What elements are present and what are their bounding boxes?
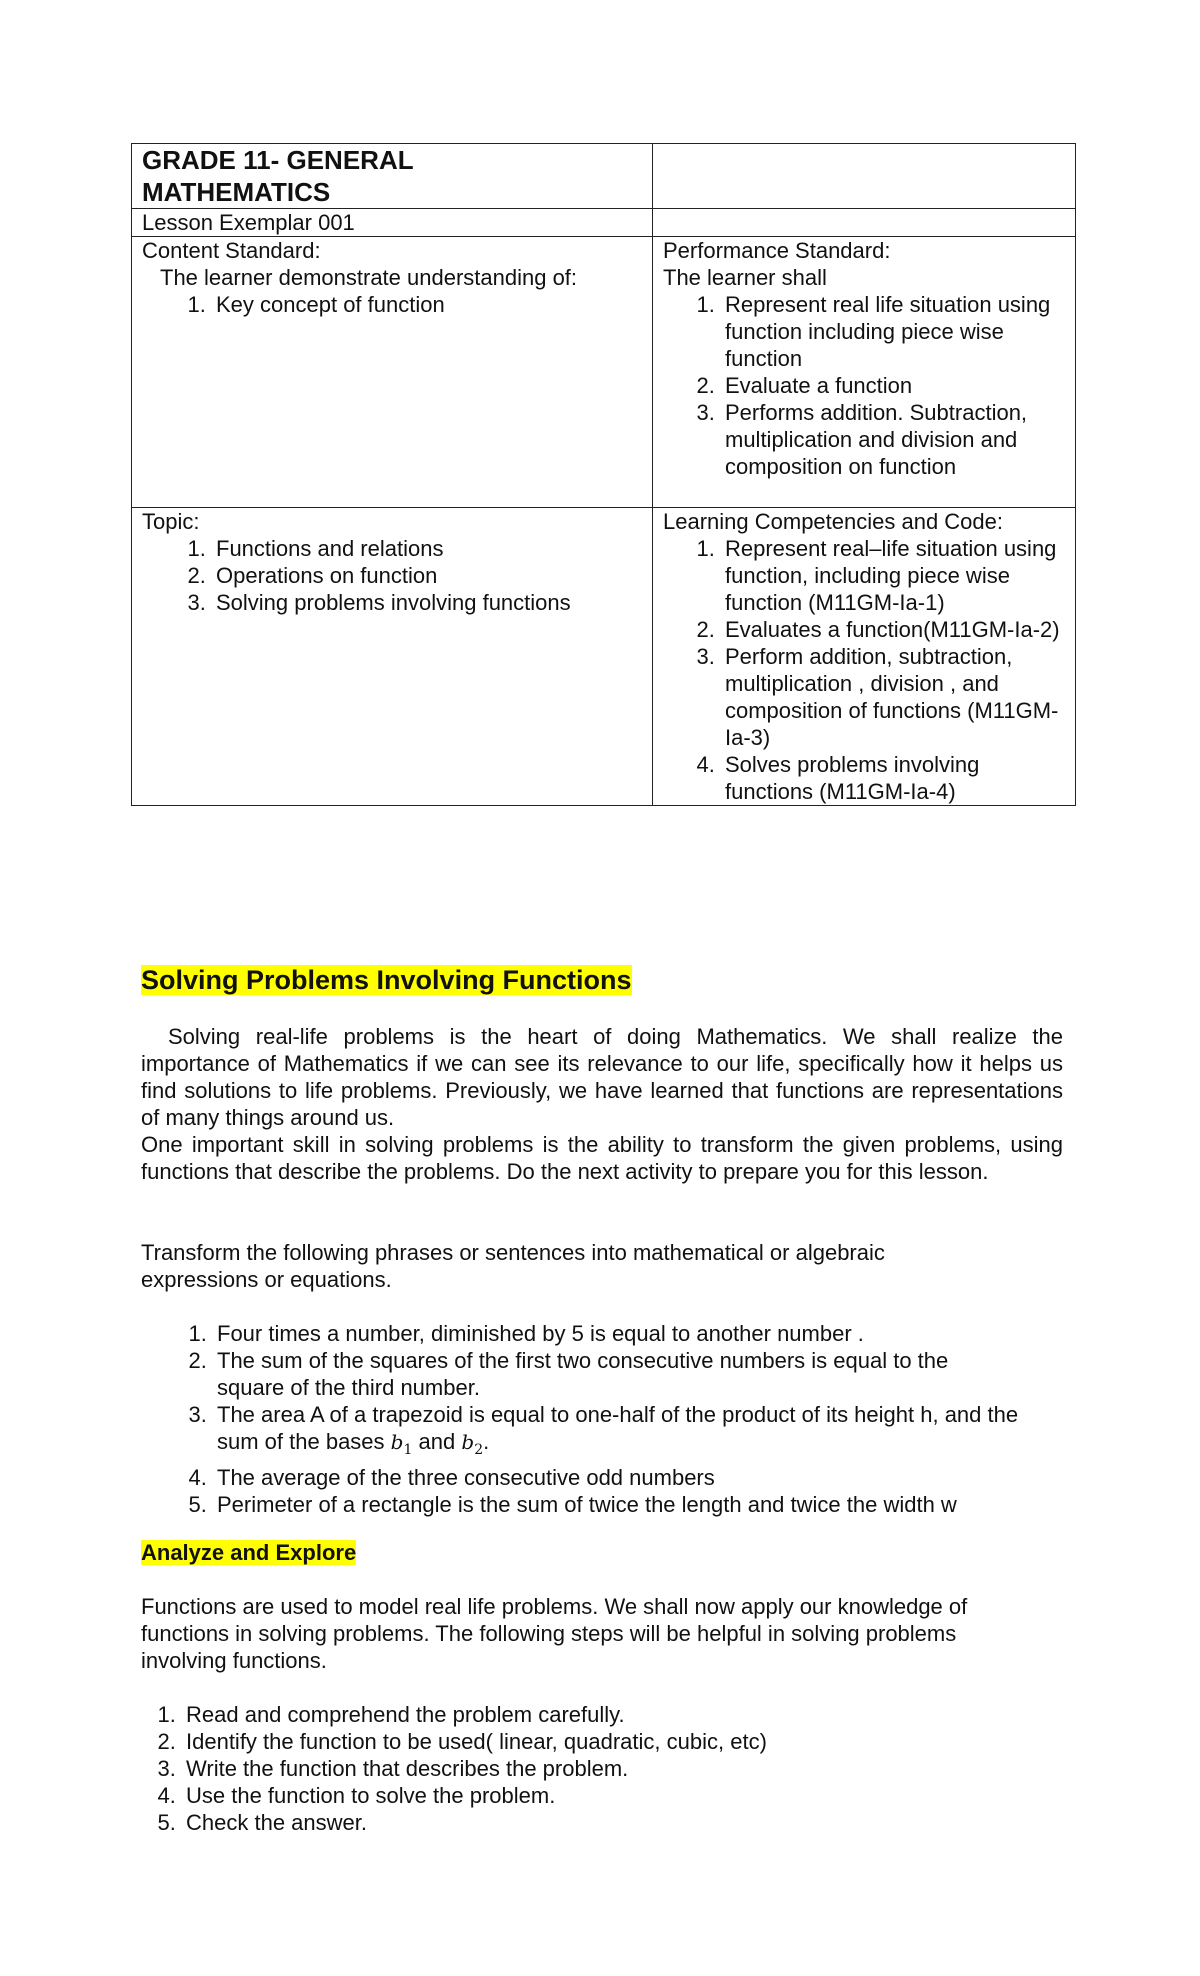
table-row-topic bbox=[132, 508, 1076, 806]
content-standard-intro: The learner demonstrate understanding of: bbox=[160, 265, 578, 290]
grade-title-line2: MATHEMATICS bbox=[142, 177, 331, 207]
list-item: 2. Evaluates a function(M11GM-Ia-2) bbox=[721, 616, 1065, 643]
list-item: 1. Four times a number, diminished by 5 is equal to another number . bbox=[213, 1320, 1061, 1347]
competencies-heading: Learning Competencies and Code: bbox=[663, 509, 1004, 534]
exercise-list bbox=[141, 1320, 1061, 1518]
analyze-title bbox=[141, 1539, 1063, 1566]
list-item bbox=[213, 1401, 1061, 1464]
exercise-3-b1: $b_1$ bbox=[390, 1430, 413, 1458]
list-item: 1. Represent real life situation using function including piece wise function bbox=[721, 291, 1065, 372]
exercise-3-b2: $b_2$ bbox=[461, 1430, 484, 1458]
grade-title-line1: GRADE 11- GENERAL bbox=[142, 145, 414, 175]
list-item: 5. Perimeter of a rectangle is the sum of twice the length and twice the width w bbox=[213, 1491, 1061, 1518]
list-item: 2. Identify the function to be used( linear, quadratic, cubic, etc) bbox=[182, 1728, 1063, 1755]
list-item: 4. Solves problems involving functions (M11GM-Ia-4) bbox=[721, 751, 1065, 805]
empty-exemplar-cell bbox=[653, 209, 1076, 237]
performance-standard-list bbox=[663, 291, 1065, 480]
lesson-table bbox=[131, 143, 1076, 806]
list-item: 2. The sum of the squares of the first two consecutive numbers is equal to the square of the third number. bbox=[213, 1347, 1061, 1401]
exemplar-cell: Lesson Exemplar 001 bbox=[132, 209, 653, 237]
list-item: 1. Key concept of function bbox=[212, 291, 642, 318]
list-item: 4. The average of the three consecutive odd numbers bbox=[213, 1464, 1061, 1491]
intro-paragraph-2: One important skill in solving problems is the ability to transform the given problems, using functions that describe the problems. Do the next activity to prepare you for this lesson. bbox=[141, 1132, 1063, 1184]
performance-standard-heading: Performance Standard: bbox=[663, 238, 891, 263]
topic-heading: Topic: bbox=[142, 509, 200, 534]
intro-paragraph-1: Solving real-life problems is the heart of doing Mathematics. We shall realize the importance of Mathematics if we can see its relevance to our life, specifically how it helps us find solutions to life problems. Previously, we have learned that functions are representations of many things around us. bbox=[141, 1024, 1063, 1130]
competencies-list bbox=[663, 535, 1065, 805]
list-item: 3. Performs addition. Subtraction, multiplication and division and composition on function bbox=[721, 399, 1065, 480]
table-row-exemplar bbox=[132, 209, 1076, 237]
exercise-3-and: and bbox=[418, 1429, 456, 1454]
list-item: 4. Use the function to solve the problem. bbox=[182, 1782, 1063, 1809]
list-item: 3. Write the function that describes the problem. bbox=[182, 1755, 1063, 1782]
transform-intro: Transform the following phrases or sentences into mathematical or algebraic expressions or equations. bbox=[141, 1240, 885, 1292]
performance-standard-cell bbox=[653, 237, 1076, 508]
topic-cell bbox=[132, 508, 653, 806]
list-item: 3. Perform addition, subtraction, multiplication , division , and composition of functions (M11GM-Ia-3) bbox=[721, 643, 1065, 751]
exercise-3-text: The area A of a trapezoid is equal to one-half of the product of its height h, and the sum of the bases bbox=[217, 1402, 1019, 1454]
section-title-text: Solving Problems Involving Functions bbox=[141, 965, 632, 995]
intro-block bbox=[141, 1023, 1063, 1185]
list-item: 1. Represent real–life situation using function, including piece wise function (M11GM-Ia-1) bbox=[721, 535, 1065, 616]
list-item: 2. Evaluate a function bbox=[721, 372, 1065, 399]
steps-list bbox=[141, 1701, 1063, 1836]
exercise-3-end: . bbox=[483, 1429, 490, 1454]
list-item: 1. Read and comprehend the problem carefully. bbox=[182, 1701, 1063, 1728]
list-item: 3. Solving problems involving functions bbox=[212, 589, 642, 616]
section-title bbox=[141, 963, 632, 997]
content-standard-heading: Content Standard: bbox=[142, 238, 321, 263]
analyze-paragraph: Functions are used to model real life problems. We shall now apply our knowledge of functions in solving problems. The following steps will be helpful in solving problems involving functions. bbox=[141, 1594, 968, 1673]
empty-title-cell bbox=[653, 144, 1076, 209]
topic-list bbox=[142, 535, 642, 616]
content-standard-list bbox=[142, 291, 642, 318]
table-row-title bbox=[132, 144, 1076, 209]
analyze-title-text: Analyze and Explore bbox=[141, 1540, 357, 1565]
grade-title-cell bbox=[132, 144, 653, 209]
steps-block bbox=[141, 1701, 1063, 1836]
list-item: 1. Functions and relations bbox=[212, 535, 642, 562]
competencies-cell bbox=[653, 508, 1076, 806]
list-item: 5. Check the answer. bbox=[182, 1809, 1063, 1836]
content-standard-cell bbox=[132, 237, 653, 508]
list-item: 2. Operations on function bbox=[212, 562, 642, 589]
performance-standard-intro: The learner shall bbox=[663, 265, 827, 290]
exercise-block bbox=[141, 1320, 1061, 1518]
table-row-standards bbox=[132, 237, 1076, 508]
